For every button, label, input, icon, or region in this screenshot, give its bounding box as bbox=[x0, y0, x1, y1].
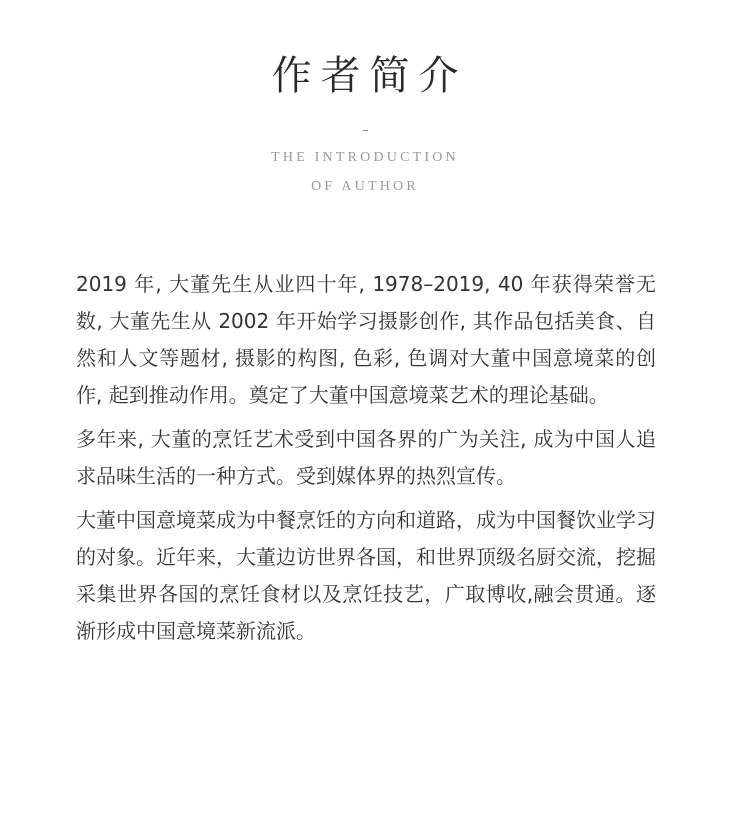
subtitle-line-1: THE INTRODUCTION bbox=[271, 150, 459, 165]
subtitle-line-2: OF AUTHOR bbox=[311, 179, 419, 194]
author-introduction-text bbox=[76, 266, 656, 657]
title-divider bbox=[363, 130, 368, 131]
paragraph-recognition: 多年来, 大董的烹饪艺术受到中国各界的广为关注, 成为中国人追求品味生活的一种方式。受到媒体界的热烈宣传。 bbox=[76, 427, 656, 488]
page-title: 作者简介 bbox=[271, 53, 468, 99]
paragraph-cuisine: 大董中国意境菜成为中餐烹饪的方向和道路，成为中国餐饮业学习的对象。近年来，大董边访世界各国，和世界顶级名厨交流，挖掘采集世界各国的烹饪食材以及烹饪技艺，广取博收,融会贯通。逐渐形成中国意境菜新流派。 bbox=[76, 508, 656, 643]
paragraph-career: 2019 年, 大董先生从业四十年, 1978–2019, 40 年获得荣誉无数, 大董先生从 2002 年开始学习摄影创作, 其作品包括美食、自然和人文等题材, 摄影的构图, 色彩, 色调对大董中国意境菜的创作, 起到推动作用。奠定了大董中国意境菜艺术的理论基础。 bbox=[76, 272, 656, 407]
